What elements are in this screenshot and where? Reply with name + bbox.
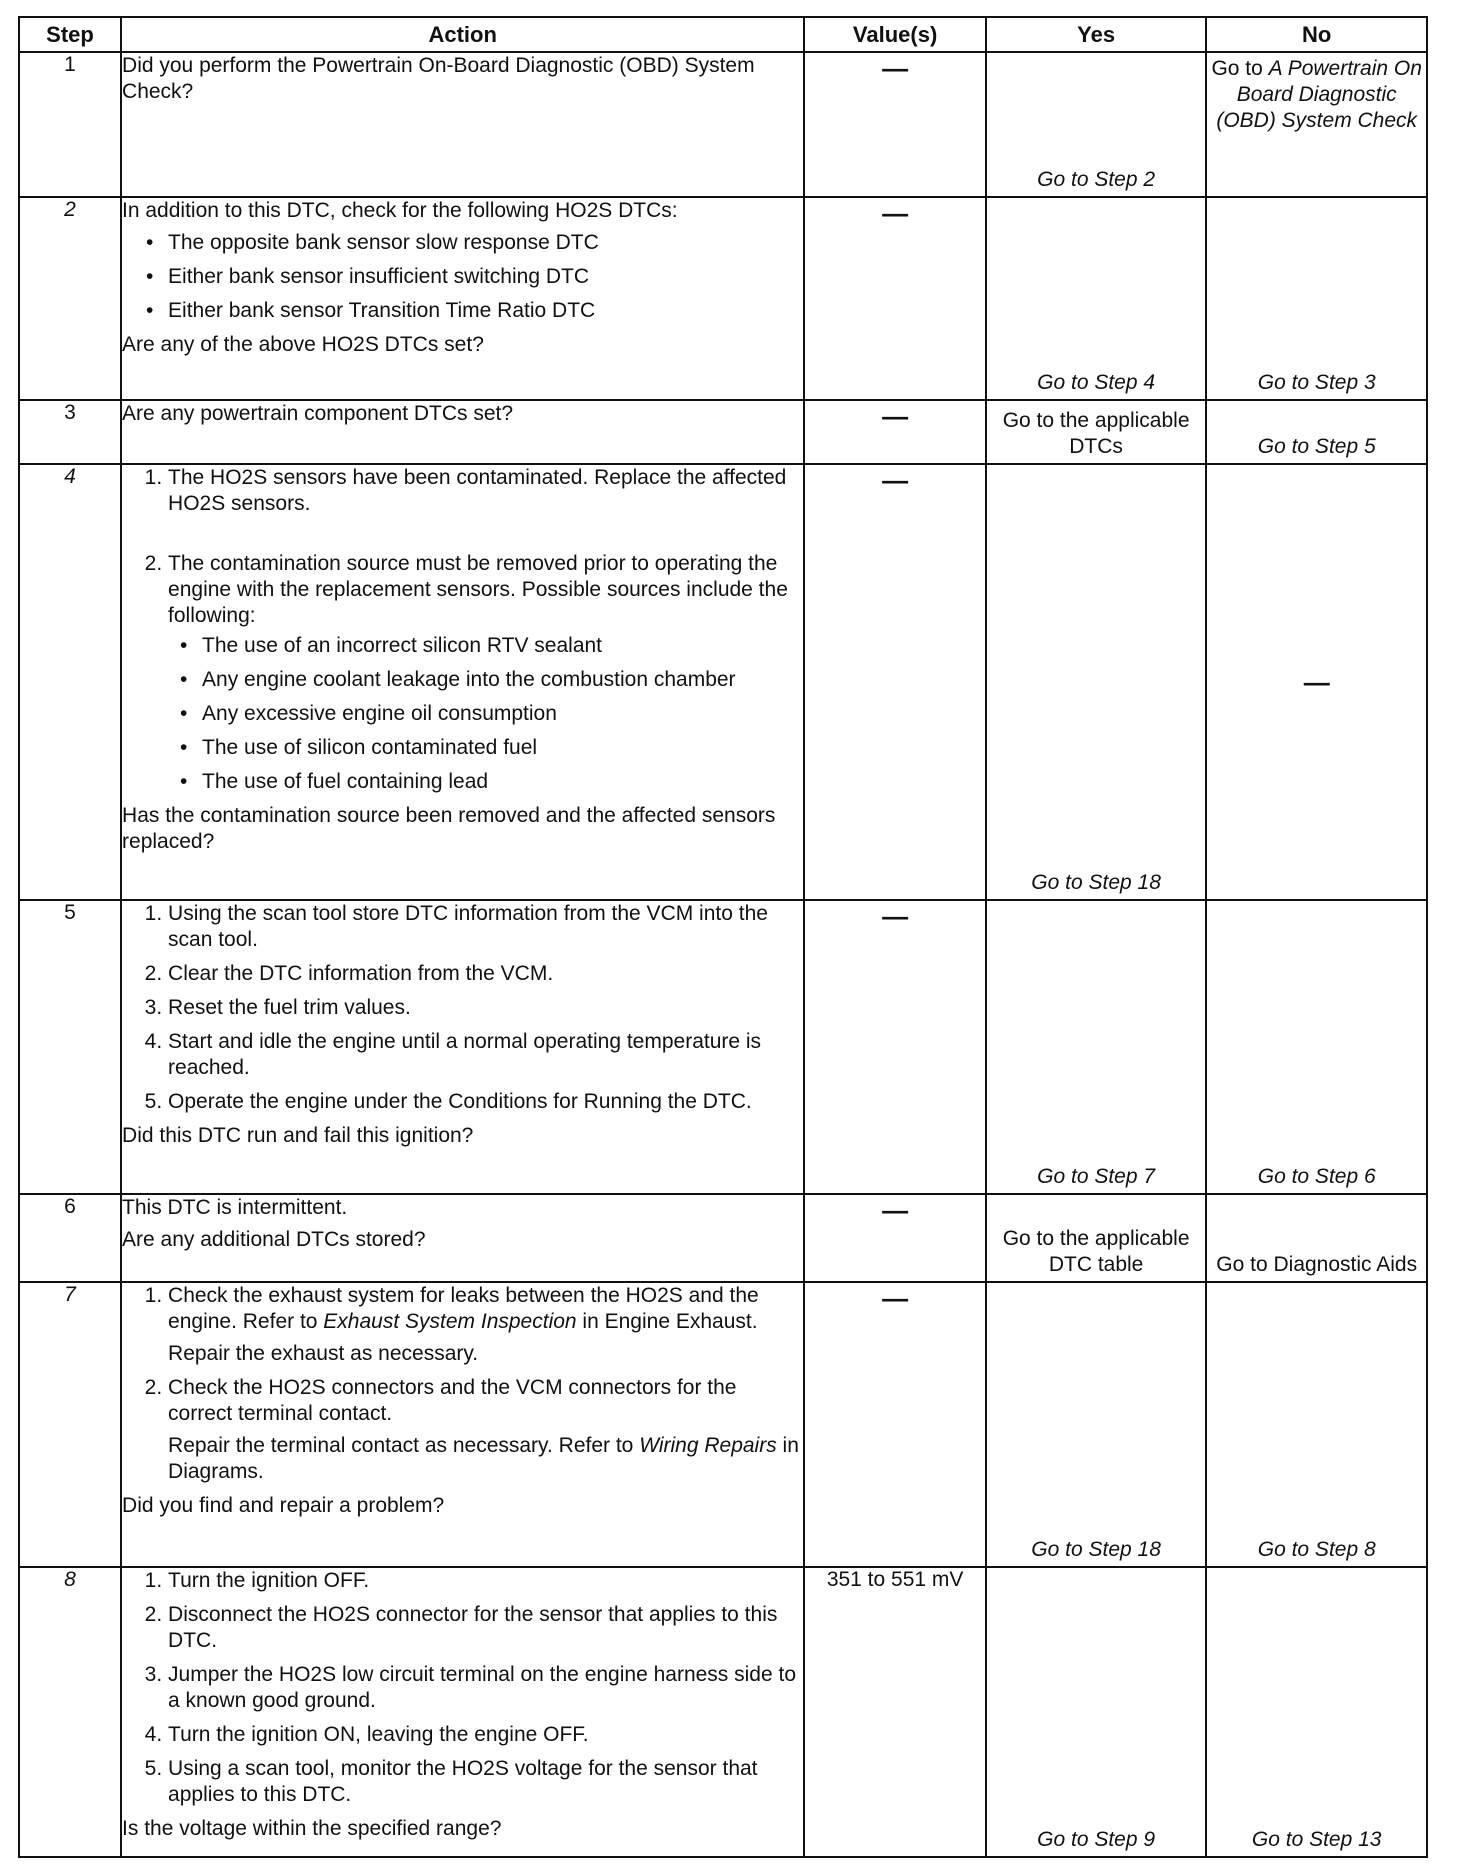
dash: — (882, 465, 909, 495)
item-note (168, 1433, 803, 1485)
list-item: 1. Turn the ignition OFF. (168, 1568, 803, 1594)
yes-text: Go to Step 18 (1031, 1538, 1161, 1561)
yes-text: Go to Step 4 (1037, 371, 1156, 394)
header-yes: Yes (986, 17, 1207, 52)
action-question: Did you find and repair a problem? (122, 1494, 445, 1517)
dash: — (882, 1195, 909, 1225)
table-row (19, 1194, 1427, 1282)
reference-link: Wiring Repairs (639, 1434, 777, 1457)
list-item (168, 1375, 803, 1485)
no-cell (1206, 1567, 1427, 1857)
numbered-list (122, 1283, 803, 1485)
yes-cell (986, 197, 1207, 400)
value-cell (804, 52, 985, 197)
table-row (19, 1567, 1427, 1857)
list-item: • Either bank sensor Transition Time Ratio DTC (168, 298, 803, 324)
list-item: 1. Using the scan tool store DTC information from the VCM into the scan tool. (168, 901, 803, 953)
no-prefix: Go to (1211, 57, 1269, 80)
step-number: 1 (19, 52, 121, 197)
yes-text: Go to Step 7 (1037, 1165, 1156, 1188)
table-row (19, 1282, 1427, 1567)
list-item: 2. Disconnect the HO2S connector for the sensor that applies to this DTC. (168, 1602, 803, 1654)
table-row (19, 197, 1427, 400)
list-item: 5. Using a scan tool, monitor the HO2S voltage for the sensor that applies to this DTC. (168, 1756, 803, 1808)
action-cell (121, 1282, 804, 1567)
numbered-list (122, 465, 803, 795)
step-number: 3 (19, 400, 121, 464)
table-row (19, 400, 1427, 464)
yes-cell (986, 52, 1207, 197)
diagnostic-table (18, 16, 1428, 1858)
action-cell (121, 1194, 804, 1282)
yes-text: Go to Step 9 (1037, 1828, 1156, 1851)
list-item: 3. Jumper the HO2S low circuit terminal on the engine harness side to a known good ground. (168, 1662, 803, 1714)
yes-cell (986, 1567, 1207, 1857)
no-cell (1206, 1194, 1427, 1282)
no-text: Go to Step 6 (1257, 1165, 1376, 1188)
numbered-list (122, 901, 803, 1115)
action-cell (121, 900, 804, 1194)
no-text: Go to Step 5 (1257, 435, 1376, 458)
step-number: 2 (19, 197, 121, 400)
list-item (168, 551, 803, 795)
list-item: 4. Turn the ignition ON, leaving the engine OFF. (168, 1722, 803, 1748)
list-item: • Any engine coolant leakage into the combustion chamber (202, 667, 803, 693)
step-number: 7 (19, 1282, 121, 1567)
list-item (168, 465, 803, 543)
list-item: 5. Operate the engine under the Conditions for Running the DTC. (168, 1089, 803, 1115)
yes-text: Go to Step 18 (1031, 871, 1161, 894)
item-text: The HO2S sensors have been contaminated. Replace the affected HO2S sensors. (168, 466, 787, 515)
header-row (19, 17, 1427, 52)
table-row (19, 900, 1427, 1194)
list-item (168, 1283, 803, 1367)
action-cell (121, 464, 804, 900)
action-cell (121, 400, 804, 464)
list-item: 4. Start and idle the engine until a normal operating temperature is reached. (168, 1029, 803, 1081)
list-item: 2. Clear the DTC information from the VCM. (168, 961, 803, 987)
value-cell (804, 464, 985, 900)
value-cell (804, 400, 985, 464)
bullet-list (168, 633, 803, 795)
no-cell (1206, 52, 1427, 197)
action-question: Are any additional DTCs stored? (122, 1228, 426, 1251)
dash: — (1303, 667, 1330, 697)
dash: — (882, 198, 909, 228)
value-cell (804, 1282, 985, 1567)
list-item: • Any excessive engine oil consumption (202, 701, 803, 727)
item-text: in Engine Exhaust. (576, 1310, 758, 1333)
item-text: The contamination source must be removed prior to operating the engine with the replacement sensors. Possible sources include the following: (168, 552, 788, 627)
value-cell (804, 900, 985, 1194)
action-text: Did you perform the Powertrain On-Board Diagnostic (OBD) System Check? (122, 54, 755, 103)
no-cell (1206, 900, 1427, 1194)
no-link: A Powertrain On Board Diagnostic (OBD) System Check (1216, 57, 1422, 132)
yes-text: Go to Step 2 (1037, 168, 1156, 191)
step-number: 5 (19, 900, 121, 1194)
action-question: Has the contamination source been removed and the affected sensors replaced? (122, 804, 776, 853)
action-question: Are any of the above HO2S DTCs set? (122, 333, 484, 356)
no-text (1207, 53, 1426, 134)
yes-cell (986, 900, 1207, 1194)
reference-link: Exhaust System Inspection (323, 1310, 577, 1333)
list-item: • The opposite bank sensor slow response DTC (168, 230, 803, 256)
no-text: Go to Diagnostic Aids (1216, 1253, 1418, 1276)
action-intro: In addition to this DTC, check for the following HO2S DTCs: (122, 199, 678, 222)
yes-cell (986, 464, 1207, 900)
value-cell: 351 to 551 mV (804, 1567, 985, 1857)
step-number: 8 (19, 1567, 121, 1857)
no-cell (1206, 1282, 1427, 1567)
action-question: Is the voltage within the specified range? (122, 1817, 502, 1840)
dash: — (882, 901, 909, 931)
no-cell (1206, 464, 1427, 900)
header-values: Value(s) (804, 17, 985, 52)
yes-cell (986, 1282, 1207, 1567)
action-cell (121, 52, 804, 197)
dash: — (882, 1283, 909, 1313)
item-text: Check the HO2S connectors and the VCM connectors for the correct terminal contact. (168, 1376, 737, 1425)
no-cell (1206, 400, 1427, 464)
item-text: Repair the terminal contact as necessary. Refer to (168, 1434, 640, 1457)
action-cell (121, 197, 804, 400)
list-item: 3. Reset the fuel trim values. (168, 995, 803, 1021)
dash: — (882, 53, 909, 83)
dash: — (882, 401, 909, 431)
header-step: Step (19, 17, 121, 52)
bullet-list (122, 230, 803, 324)
list-item: • The use of silicon contaminated fuel (202, 735, 803, 761)
yes-cell (986, 400, 1207, 464)
yes-text: Go to the applicable DTCs (1002, 409, 1190, 458)
item-text: Check the exhaust system for leaks between the HO2S and the engine. Refer to (168, 1284, 759, 1333)
no-text: Go to Step 8 (1257, 1538, 1376, 1561)
item-note: Repair the exhaust as necessary. (168, 1342, 479, 1365)
action-question: Did this DTC run and fail this ignition? (122, 1124, 474, 1147)
item-text: in Diagrams. (168, 1434, 799, 1483)
value-cell (804, 1194, 985, 1282)
no-text: Go to Step 13 (1251, 1828, 1382, 1851)
action-cell (121, 1567, 804, 1857)
table-row (19, 52, 1427, 197)
no-text: Go to Step 3 (1257, 371, 1376, 394)
list-item: • Either bank sensor insufficient switching DTC (168, 264, 803, 290)
action-text: This DTC is intermittent. (122, 1196, 348, 1219)
no-cell (1206, 197, 1427, 400)
numbered-list (122, 1568, 803, 1808)
list-item: • The use of fuel containing lead (202, 769, 803, 795)
step-number: 6 (19, 1194, 121, 1282)
yes-cell (986, 1194, 1207, 1282)
list-item: • The use of an incorrect silicon RTV sealant (202, 633, 803, 659)
step-number: 4 (19, 464, 121, 900)
value-cell (804, 197, 985, 400)
action-text: Are any powertrain component DTCs set? (122, 402, 514, 425)
header-action: Action (121, 17, 804, 52)
yes-text: Go to the applicable DTC table (1002, 1227, 1190, 1276)
header-no: No (1206, 17, 1427, 52)
table-row (19, 464, 1427, 900)
